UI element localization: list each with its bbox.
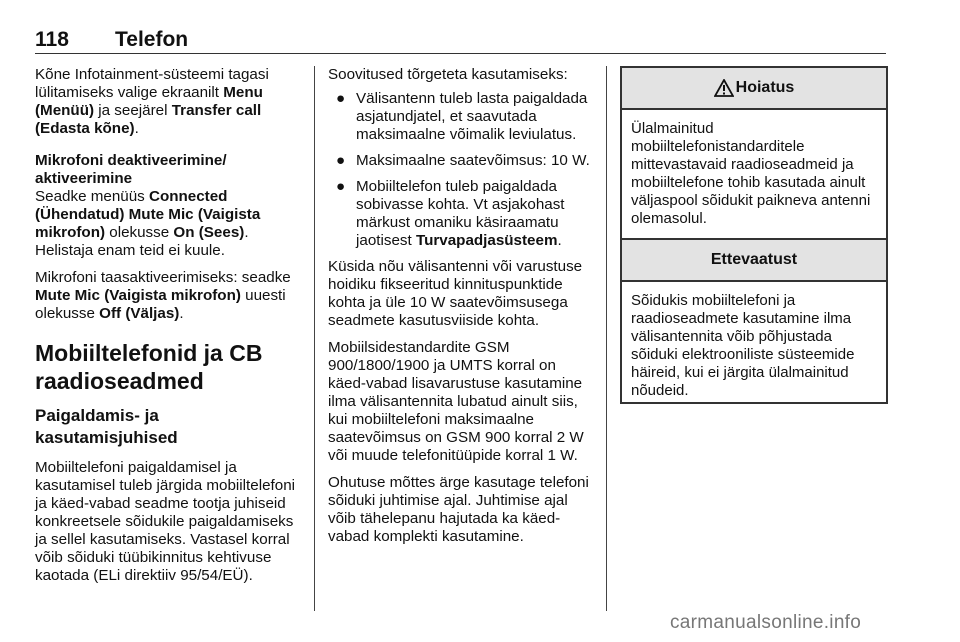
caution-box <box>620 238 888 404</box>
page-number: 118 <box>35 28 69 51</box>
paragraph-gsm-standards: Mobiilsidestandardite GSM 900/1800/1900 ja UMTS korral on käed-vabad lisavarustuse kasutamine ilma välisantennita lubatud ainult siis, kui mobiiltelefoni maksimaalne saatevõimsus on GSM 900 korral 2 W või muude telefonitüüpide korral 1 W. <box>328 339 584 464</box>
paragraph-mute-mic: Seadke menüüs Connected (Ühendatud) Mute Mic (Vaigista mikrofon) olekusse On (Sees). Helistaja enam teid ei kuule. <box>35 188 261 259</box>
warning-header: Hoiatus <box>622 68 886 110</box>
warning-text: Ülalmainitud mobiiltelefonistandarditele mittevastavaid raadioseadmeid ja mobiiltelefone tohib kasutada ainult väljaspool sõidukit paikneva antenni olemasolul. <box>631 120 871 227</box>
list-item: ● Mobiiltelefon tuleb paigaldada sobivasse kohta. Vt asjakohast märkust omaniku käsiraamatu jaotisest Turvapadjasüsteem. <box>336 178 565 249</box>
column-middle <box>328 66 596 555</box>
caution-text: Sõidukis mobiiltelefoni ja raadioseadmete kasutamine ilma välisantennita võib põhjustada sõiduki elektrooniliste süsteemide häireid, kui ei järgita ülalmainitud nõudeid. <box>631 292 855 399</box>
header-divider <box>35 53 886 54</box>
column-divider-1 <box>314 66 315 611</box>
list-item: ● Maksimaalne saatevõimsus: 10 W. <box>336 152 590 169</box>
recommendations-list <box>328 90 596 250</box>
recommendations-intro: Soovitused tõrgeteta kasutamiseks: <box>328 66 568 83</box>
paragraph-unmute-mic: Mikrofoni taasaktiveerimiseks: seadke Mute Mic (Vaigista mikrofon) uuesti olekusse Off (Väljas). <box>35 269 291 322</box>
section-heading: Mobiiltelefonid ja CB raadioseadmed <box>35 340 263 394</box>
bullet-icon: ● <box>336 90 346 107</box>
bullet-icon: ● <box>336 152 346 169</box>
paragraph-antenna-advice: Küsida nõu välisantenni või varustuse hoidiku fikseeritud kinnituspunktide kohta ja üle 10 W saatevõimsusega seadmete kasutusviiside kohta. <box>328 258 583 329</box>
column-divider-2 <box>606 66 607 611</box>
subsection-heading: Paigaldamis- ja kasutamisjuhised <box>35 406 178 447</box>
watermark: carmanualsonline.info <box>670 612 862 633</box>
column-left <box>35 66 300 594</box>
mute-subheading: Mikrofoni deaktiveerimine/ aktiveerimine <box>35 152 227 187</box>
paragraph-safety: Ohutuse mõttes ärge kasutage telefoni sõiduki juhtimise ajal. Juhtimise ajal võib tähelepanu hajutada ka käed-vabad komplekti kasutamine. <box>328 474 589 545</box>
warning-triangle-icon <box>714 79 734 97</box>
warning-box <box>620 66 888 258</box>
paragraph-installation: Mobiiltelefoni paigaldamisel ja kasutamisel tuleb järgida mobiiltelefoni ja käed-vabad seadme tootja juhiseid konkreetsele sõidukile paigaldamiseks ja sellel kasutamiseks. Vastasel korral võib sõiduki tüübikinnitus kehtivuse kaotada (ELi direktiiv 95/54/EÜ). <box>35 459 296 584</box>
page-title: Telefon <box>115 28 189 51</box>
bullet-icon: ● <box>336 178 346 195</box>
list-item: ● Välisantenn tuleb lasta paigaldada asjatundjatel, et saavutada maksimaalne võimalik leviulatus. <box>336 90 588 143</box>
caution-header: Ettevaatust <box>622 240 886 282</box>
paragraph-transfer-call: Kõne Infotainment-süsteemi tagasi lülitamiseks valige ekraanilt Menu (Menüü) ja seejärel Transfer call (Edasta kõne). <box>35 66 269 137</box>
